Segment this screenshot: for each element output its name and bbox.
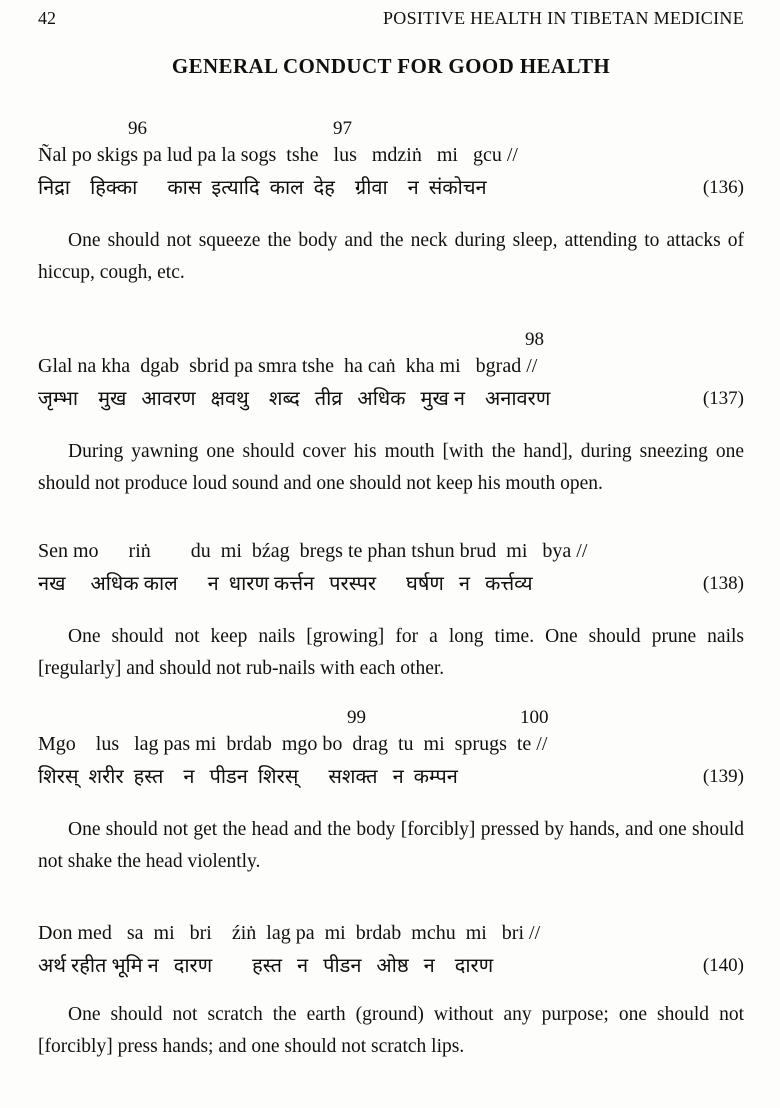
tibetan-line: Glal na kha dgab sbrid pa smra tshe ha caṅ kha mi bgrad // [38,355,538,377]
verse-number: 100 [520,707,549,728]
tibetan-line: Mgo lus lag pas mi brdab mgo bo drag tu mi sprugs te // [38,733,548,755]
english-translation: One should not get the head and the body [forcibly] pressed by hands, and one should not shake the head violently. [38,819,744,872]
hindi-line: शिरस् शरीर हस्त न पीडन शिरस् सशक्त न कम्पन [38,766,458,788]
verse-block-138 [38,538,744,685]
verse-block-137 [38,329,744,500]
verse-number: 98 [525,329,544,350]
english-translation: During yawning one should cover his mouth [with the hand], during sneezing one should not produce loud sound and one should not keep his mouth open. [38,441,744,494]
verse-number: 96 [128,118,147,139]
section-title: GENERAL CONDUCT FOR GOOD HEALTH [171,54,611,78]
english-translation: One should not scratch the earth (ground) without any purpose; one should not [forcibly] press hands; and one should not scratch lips. [38,1004,744,1057]
verse-numbers-row [38,118,744,142]
hindi-row [38,951,744,981]
hindi-row [38,762,744,792]
verse-number: 99 [347,707,366,728]
hindi-line: जृम्भा मुख आवरण क्षवथु शब्द तीव्र अधिक मुख न अनावरण [38,388,551,410]
verse-block-140 [38,920,744,1063]
hindi-row [38,173,744,203]
verse-numbers-row [38,329,744,353]
verse-ref: (136) [702,177,744,198]
verse-number: 97 [333,118,352,139]
english-translation: One should not keep nails [growing] for a long time. One should prune nails [regularly] and should not rub-nails with each other. [38,626,744,679]
hindi-line: निद्रा हिक्का कास इत्यादि काल देह ग्रीवा न संकोचन [38,177,487,199]
verse-ref: (138) [702,573,744,594]
verse-ref: (139) [702,766,744,787]
verse-numbers-row [38,707,744,731]
running-title: POSITIVE HEALTH IN TIBETAN MEDICINE [382,8,744,28]
verse-ref: (137) [702,388,744,409]
verse-block-136 [38,118,744,289]
hindi-line: नख अधिक काल न धारण कर्त्तन परस्पर घर्षण न कर्त्तव्य [38,573,533,595]
tibetan-line: Ñal po skigs pa lud pa la sogs tshe lus mdziṅ mi gcu // [38,144,518,166]
verse-ref: (140) [702,955,744,976]
tibetan-line: Sen mo riṅ du mi bźag bregs te phan tshun brud mi bya // [38,540,588,562]
english-translation: One should not squeeze the body and the neck during sleep, attending to attacks of hiccup, cough, etc. [38,230,744,283]
tibetan-line: Don med sa mi bri źiṅ lag pa mi brdab mchu mi bri // [38,922,541,944]
verse-block-139 [38,707,744,878]
page-number: 42 [38,8,56,28]
hindi-line: अर्थ रहीत भूमि न दारण हस्त न पीडन ओष्ठ न दारण [38,955,494,977]
hindi-row [38,569,744,599]
hindi-row [38,384,744,414]
page-header [38,8,744,28]
